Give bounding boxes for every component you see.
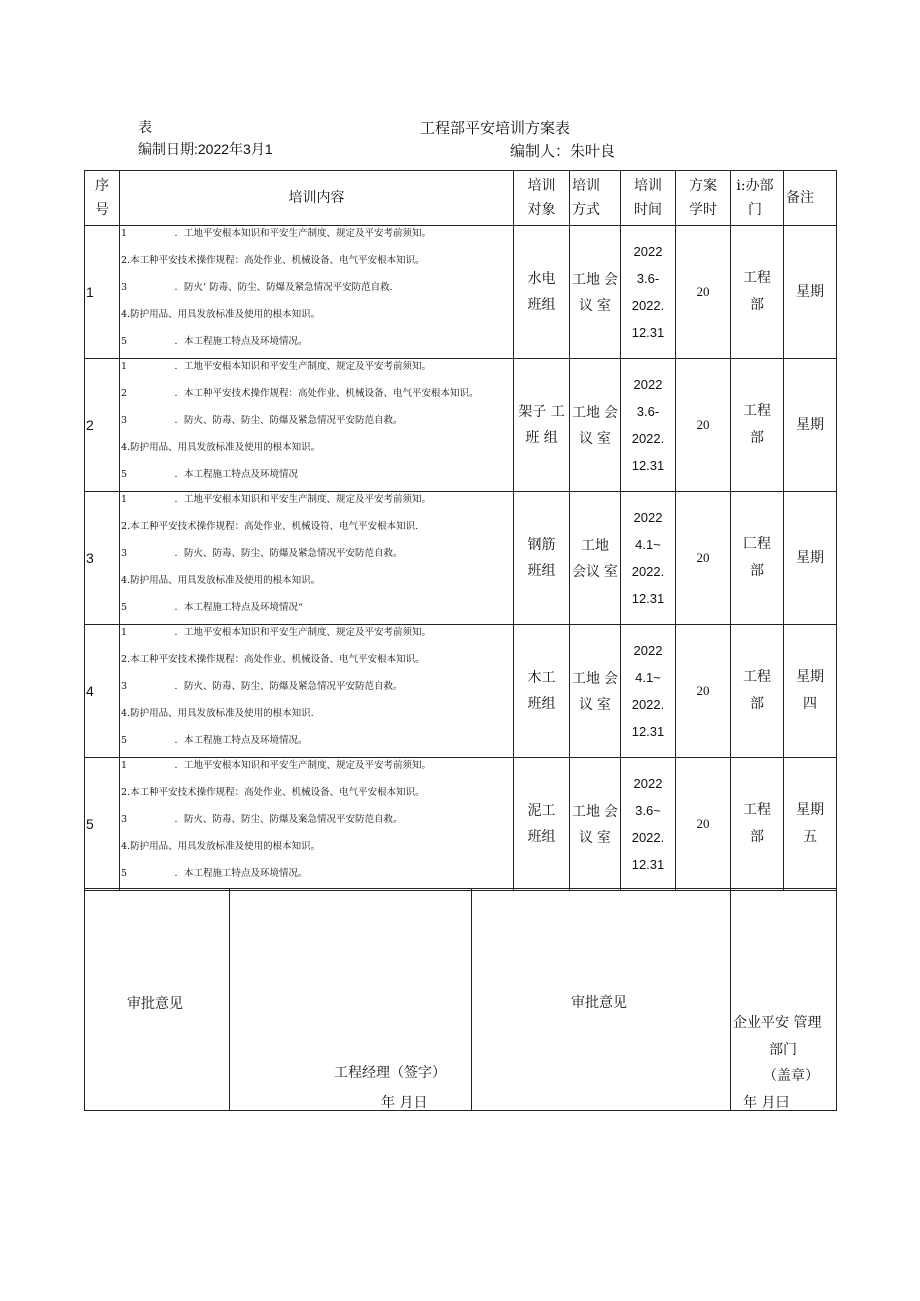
content-item: 5 ．本工程施工特点及环境情况“: [121, 602, 303, 613]
row-hours: 20: [676, 758, 731, 891]
row-content: [120, 758, 514, 891]
row-dept: 工程 部: [731, 359, 784, 492]
content-item: 3 ．防火’ 防毒、防尘、防爆及紧急情况平安防范自救.: [121, 282, 393, 293]
approval-left-label-cell: [85, 889, 230, 1111]
col-header-hours: 方案学时: [676, 171, 731, 226]
approval-manager-cell: [230, 889, 472, 1111]
row-seq: 2: [85, 359, 120, 492]
col-header-dept: i:办部门: [731, 171, 784, 226]
row-method: 工地 会 议 室: [570, 226, 621, 359]
row-hours: 20: [676, 625, 731, 758]
row-note: 星期: [784, 492, 837, 625]
table-row: [85, 625, 837, 758]
table-row: [85, 359, 837, 492]
manager-date: 年 月日: [381, 1095, 428, 1111]
content-item: 3 ．防火、防毒、防尘、防爆及案急情况平安防范自救。: [121, 814, 403, 825]
col-header-content: 培训内容: [120, 171, 514, 226]
row-target: 水电 班组: [514, 226, 570, 359]
content-item: 1 ．工地平安根本知识和平安生产制度、规定及平安考前须知。: [121, 760, 432, 771]
row-time: 2022 3.6- 2022. 12.31: [621, 226, 676, 359]
content-item: 1 ．工地平安根本知识和平安生产制度、规定及平安考前须知。: [121, 494, 432, 505]
row-time: 2022 4.1~ 2022. 12.31: [621, 625, 676, 758]
col-header-method: 培训方式: [570, 171, 621, 226]
content-item: 4.防护用品、用具发放标准及使用的根本知识。: [121, 575, 321, 586]
row-method: 工地 会 议 室: [570, 359, 621, 492]
content-item: 3 ．防火、防毒、防尘、防爆及紧急情况平安防范自救。: [121, 415, 403, 426]
content-item: 4.防护用品、用具发放标准及使用的根本知识。: [121, 841, 321, 852]
safety-dept-label-2: 部门: [769, 1042, 797, 1058]
content-item: 3 ．防火、防毒、防尘、防爆及紧急情况平安防范自救。: [121, 681, 403, 692]
content-item: 3 ．防火、防毒、防尘、防爆及紧急情况平安防范自救。: [121, 548, 403, 559]
content-item: 2 ．本工种平安技术操作规程：高处作业、机械设备、电气平安根本知识。: [121, 388, 479, 399]
content-item: 2.本工种平安技术操作规程：高处作业、机械设备、电气平安根本知识。: [121, 654, 425, 665]
content-item: 1 ．工地平安根本知识和平安生产制度、规定及平安考前须知。: [121, 228, 432, 239]
content-item: 4.防护用品、用具发放标准及使用的根本知识。: [121, 309, 321, 320]
row-content: [120, 226, 514, 359]
row-dept: 匚程 部: [731, 492, 784, 625]
row-target: 钢筋 班组: [514, 492, 570, 625]
row-seq: 4: [85, 625, 120, 758]
row-target: 泥工 班组: [514, 758, 570, 891]
manager-signature-label: 工程经理（签字）: [334, 1065, 446, 1081]
row-time: 2022 3.6~ 2022. 12.31: [621, 758, 676, 891]
content-item: 1 ．工地平安根本知识和平安生产制度、规定及平安考前须知。: [121, 361, 432, 372]
row-target: 架子 工 班 组: [514, 359, 570, 492]
table-row: [85, 758, 837, 891]
approval-label-mid: 审批意见: [571, 995, 627, 1011]
seal-label: （盖章）: [763, 1068, 819, 1084]
row-seq: 3: [85, 492, 120, 625]
table-row: [85, 226, 837, 359]
compile-date: 编制日期:2022年3月1: [138, 141, 273, 157]
col-header-target: 培训对象: [514, 171, 570, 226]
table-row: [85, 492, 837, 625]
row-hours: 20: [676, 226, 731, 359]
approval-dept-cell: [731, 889, 837, 1111]
row-content: [120, 359, 514, 492]
row-note: 星期: [784, 226, 837, 359]
row-seq: 1: [85, 226, 120, 359]
content-item: 4.防护用品、用具发放标准及使用的根本知识.: [121, 708, 314, 719]
row-note: 星期 五: [784, 758, 837, 891]
row-hours: 20: [676, 359, 731, 492]
safety-dept-label: 企业平安 管理: [733, 1015, 822, 1031]
content-item: 5 ．本工程施工特点及环境情况。: [121, 735, 308, 746]
row-dept: 工程 部: [731, 625, 784, 758]
form-label: 表: [138, 120, 152, 136]
content-item: 5 ．本工程施工特点及环境情况。: [121, 336, 308, 347]
content-item: 2.本工种平安技术操作规程：高处作业、机械设备、电气平安根本知识。: [121, 255, 425, 266]
row-content: [120, 625, 514, 758]
approval-table: [84, 888, 837, 1111]
row-dept: 工程 部: [731, 758, 784, 891]
content-item: 5 ．本工程施工特点及环境情况。: [121, 868, 308, 879]
col-header-seq: 序号: [85, 171, 120, 226]
row-hours: 20: [676, 492, 731, 625]
row-note: 星期 四: [784, 625, 837, 758]
content-item: 2.本工种平安技术操作规程：高处作业、机械设符、电气平安根本知识.: [121, 521, 419, 532]
col-header-note: 备注: [784, 171, 837, 226]
row-dept: 工程 部: [731, 226, 784, 359]
row-note: 星期: [784, 359, 837, 492]
page-title: 工程部平安培训方案表: [420, 119, 571, 137]
row-method: 工地 会 议 室: [570, 758, 621, 891]
editor-name: 编制人：朱叶良: [510, 142, 616, 160]
approval-mid-cell: [472, 889, 731, 1111]
header-row: [85, 171, 837, 226]
row-method: 工地 会 议 室: [570, 625, 621, 758]
col-header-time: 培训时间: [621, 171, 676, 226]
content-item: 2.本工种平安技术操作规程：高处作业、机械设备、电气平安根本知识。: [121, 787, 425, 798]
content-item: 5 ．本工程施工特点及环境情况: [121, 469, 299, 480]
content-item: 4.防护用品、用具发放标准及使用的根本知识。: [121, 442, 321, 453]
dept-date: 年 月曰: [743, 1095, 790, 1111]
row-method: 工地 会议 室: [570, 492, 621, 625]
training-plan-table: [84, 170, 837, 891]
row-target: 木工 班组: [514, 625, 570, 758]
content-item: 1 ．工地平安根本知识和平安生产制度、规定及平安考前须知。: [121, 627, 432, 638]
row-time: 2022 3.6- 2022. 12.31: [621, 359, 676, 492]
row-content: [120, 492, 514, 625]
row-seq: 5: [85, 758, 120, 891]
row-time: 2022 4.1~ 2022. 12.31: [621, 492, 676, 625]
approval-label-left: 审批意见: [127, 996, 183, 1012]
